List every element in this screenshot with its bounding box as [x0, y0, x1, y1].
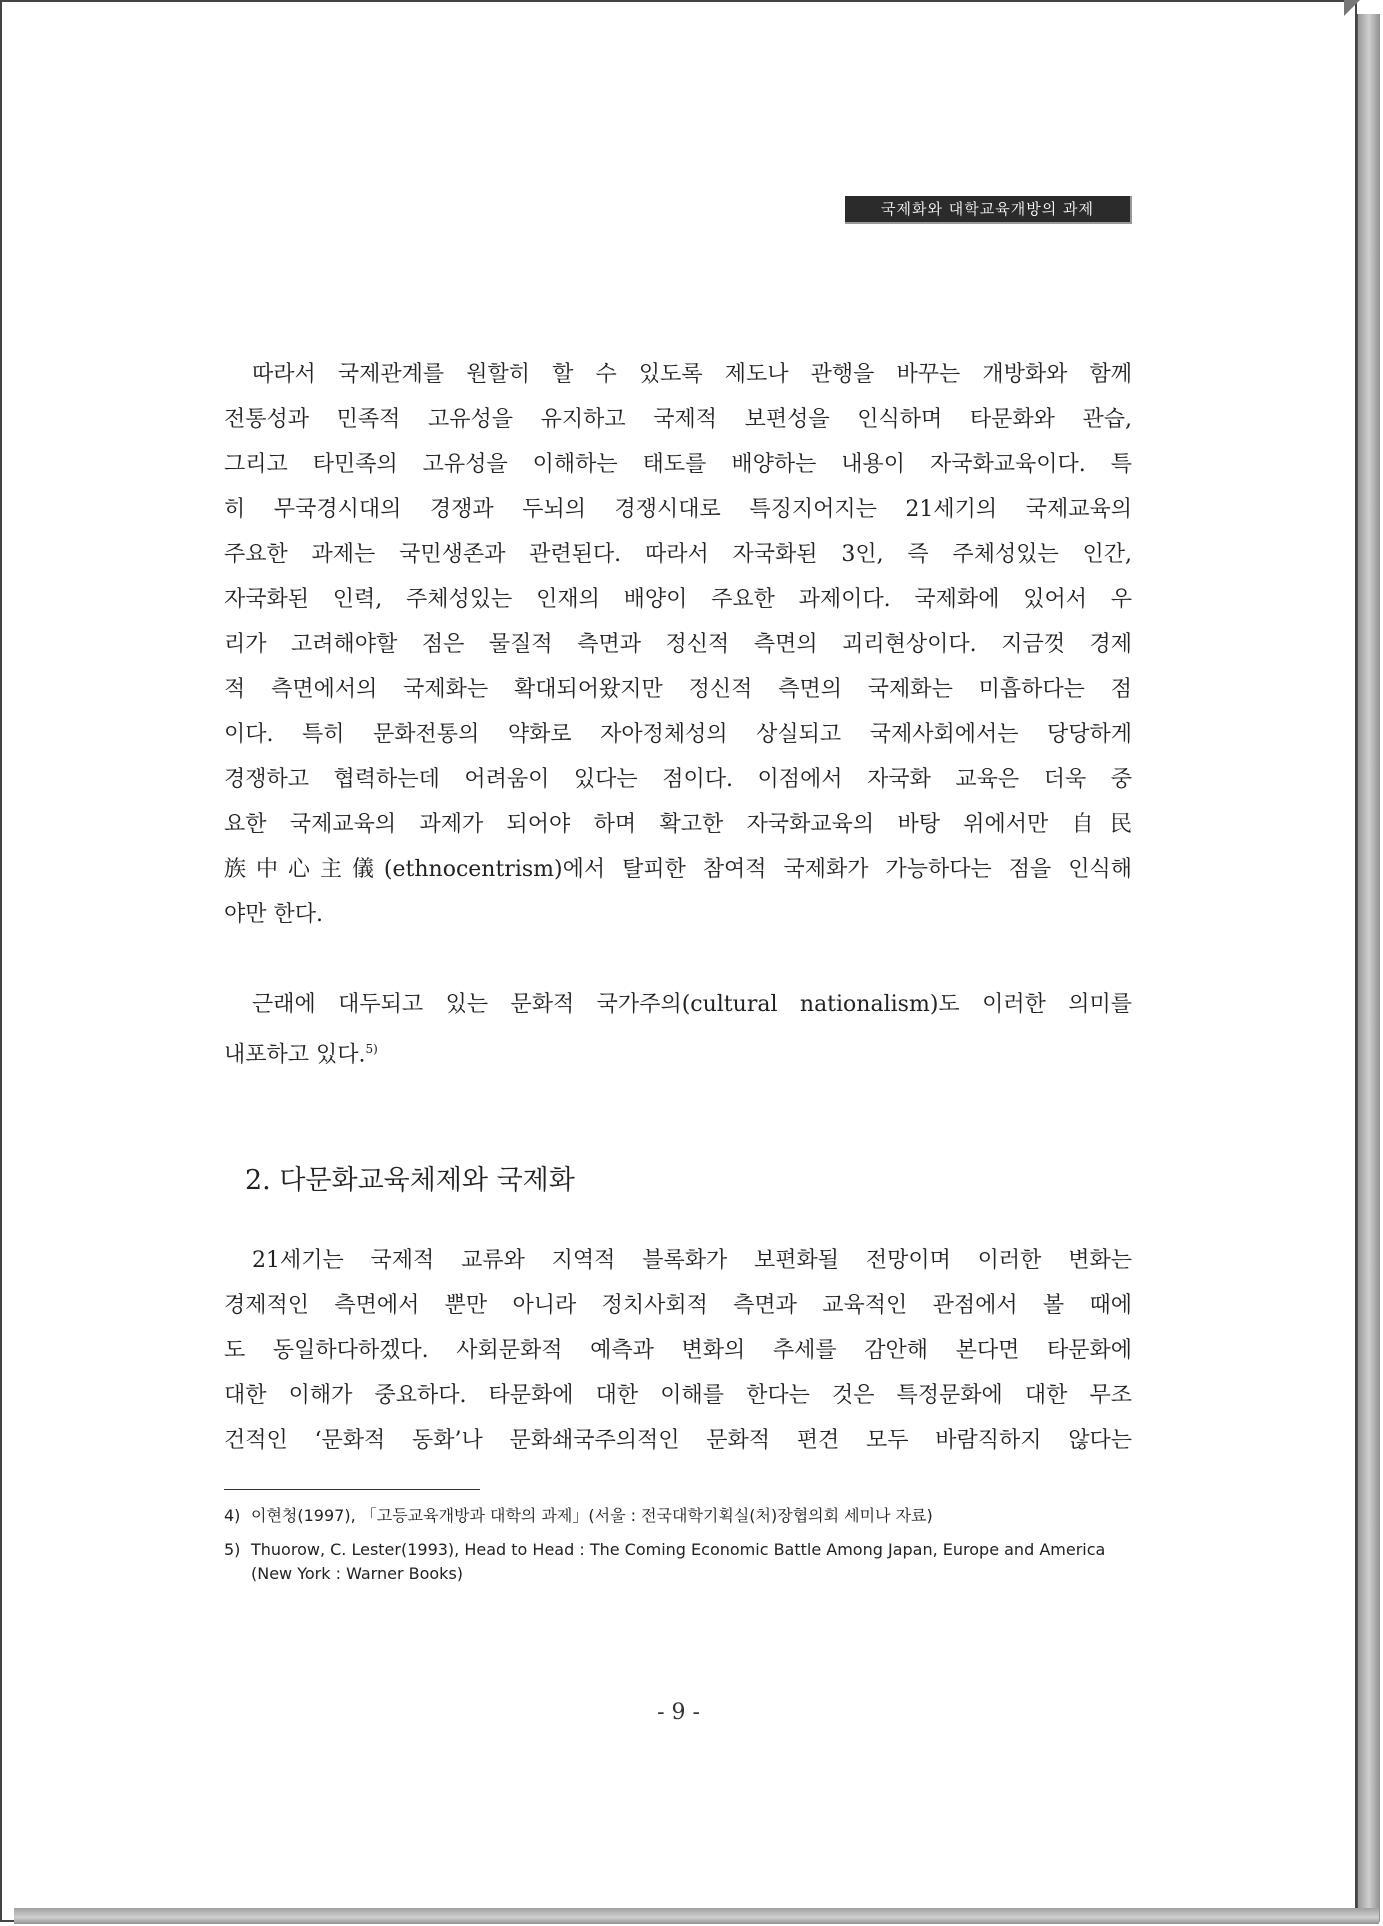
footnote-text: 이현청(1997), 「고등교육개방과 대학의 과제」(서울 : 전국대학기획실(처)장협의회 세미나 자료)	[251, 1506, 933, 1525]
page-fold-corner	[1344, 0, 1360, 16]
page-edge-shadow-right	[1357, 14, 1380, 1922]
text-line: 근래에 대두되고 있는 문화적 국가주의(cultural nationalism)도 이러한 의미를	[252, 992, 1132, 1017]
text-line: 이다. 특히 문화전통의 약화로 자아정체성의 상실되고 국제사회에서는 당당하게	[224, 722, 1132, 747]
footnote-number: 4)	[224, 1506, 241, 1525]
paragraph-3	[224, 1238, 1132, 1463]
text-line: 건적인 ‘문화적 동화’나 문화쇄국주의적인 문화적 편견 모두 바람직하지 않다는	[224, 1428, 1132, 1453]
text-line: 경제적인 측면에서 뿐만 아니라 정치사회적 측면과 교육적인 관점에서 볼 때에	[224, 1293, 1132, 1318]
text-line-with-footnote	[224, 1027, 1132, 1077]
text-line: 대한 이해가 중요하다. 타문화에 대한 이해를 한다는 것은 특정문화에 대한 무조	[224, 1383, 1132, 1408]
section-heading: 2. 다문화교육체제와 국제화	[245, 1165, 575, 1196]
text-line: 21세기는 국제적 교류와 지역적 블록화가 보편화될 전망이며 이러한 변화는	[252, 1248, 1132, 1273]
footnote-continuation: (New York : Warner Books)	[251, 1564, 464, 1583]
text-line: 주요한 과제는 국민생존과 관련된다. 따라서 자국화된 3인, 즉 주체성있는 인간,	[224, 542, 1132, 567]
text-line: 히 무국경시대의 경쟁과 두뇌의 경쟁시대로 특징지어지는 21세기의 국제교육의	[224, 497, 1132, 522]
text-line: 경쟁하고 협력하는데 어려움이 있다는 점이다. 이점에서 자국화 교육은 더욱 중	[224, 767, 1132, 792]
footnote-ref[interactable]: 5)	[365, 1042, 378, 1056]
text-line: 자국화된 인력, 주체성있는 인재의 배양이 주요한 과제이다. 국제화에 있어서 우	[224, 587, 1132, 612]
text-line: 리가 고려해야할 점은 물질적 측면과 정신적 측면의 괴리현상이다. 지금껏 경제	[224, 632, 1132, 657]
text-line: 따라서 국제관계를 원할히 할 수 있도록 제도나 관행을 바꾸는 개방화와 함께	[252, 362, 1132, 387]
text-line: 야만 한다.	[224, 902, 323, 927]
paragraph-2	[224, 982, 1132, 1077]
text-line: 적 측면에서의 국제화는 확대되어왔지만 정신적 측면의 국제화는 미흡하다는 점	[224, 677, 1132, 702]
footnote-item	[224, 1504, 1132, 1528]
text-line: 요한 국제교육의 과제가 되어야 하며 확고한 자국화교육의 바탕 위에서만 自民	[224, 812, 1132, 837]
text-line: 族中心主儀(ethnocentrism)에서 탈피한 참여적 국제화가 가능하다는 점을 인식해	[224, 857, 1132, 882]
footnote-item	[224, 1538, 1132, 1586]
footnote-text: Thuorow, C. Lester(1993), Head to Head : The Coming Economic Battle Among Japan, Europe and America	[251, 1540, 1106, 1559]
text-line: 도 동일하다하겠다. 사회문화적 예측과 변화의 추세를 감안해 본다면 타문화에	[224, 1338, 1132, 1363]
text-line: 내포하고 있다.	[224, 1042, 366, 1068]
footnotes	[224, 1504, 1132, 1596]
running-header: 국제화와 대학교육개방의 과제	[845, 196, 1132, 224]
footnote-divider	[224, 1489, 480, 1490]
page-edge-shadow-bottom	[14, 1908, 1379, 1924]
paragraph-1	[224, 352, 1132, 937]
text-line: 그리고 타민족의 고유성을 이해하는 태도를 배양하는 내용이 자국화교육이다. 특	[224, 452, 1132, 477]
footnote-number: 5)	[224, 1540, 241, 1559]
text-line: 전통성과 민족적 고유성을 유지하고 국제적 보편성을 인식하며 타문화와 관습,	[224, 407, 1132, 432]
page-number: - 9 -	[657, 1700, 700, 1725]
